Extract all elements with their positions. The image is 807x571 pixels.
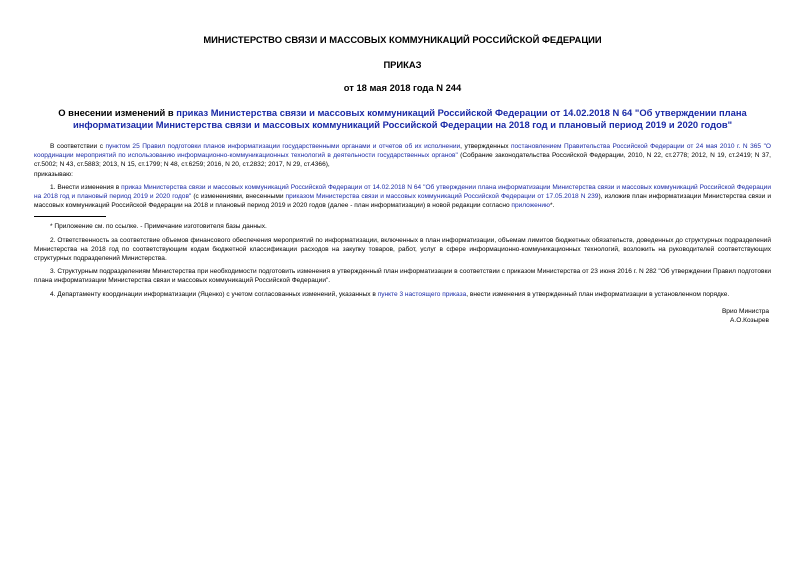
order-239-link[interactable]: приказом Министерства связи и массовых коммуникаций Российской Федерации от 17.05.2018 N 239 (285, 193, 599, 201)
item-1-text-1: 1. Внести изменения в (50, 183, 122, 191)
order-64-link[interactable]: приказ Министерства связи и массовых коммуникаций Российской Федерации от 14.02.2018 N 64 "Об утверждении плана информатизации Министерства связи и массовых коммуникаций Российской Федерации на 2018 год и плановый период 2019 и 2020 годов" (34, 183, 771, 201)
item-3-reference-link[interactable]: пункте 3 настоящего приказа (377, 290, 467, 298)
ministry-heading: МИНИСТЕРСТВО СВЯЗИ И МАССОВЫХ КОММУНИКАЦИЙ РОССИЙСКОЙ ФЕДЕРАЦИИ (203, 34, 602, 45)
date-number-heading: от 18 мая 2018 года N 244 (343, 82, 462, 93)
title-prefix: О внесении изменений в (58, 107, 177, 118)
rules-item-25-link[interactable]: пунктом 25 Правил подготовки планов информатизации государственными органами и отчетов об их исполнении (105, 143, 461, 150)
signatory-name: А.О.Козырев (730, 317, 769, 325)
item-1-text-3: ), изложив план информатизации Министерства связи и массовых коммуникаций Российской Федерации на 2018 и плановый период 2019 и 2020 годов (далее - план информатизации) в новой редакции согласно (34, 193, 772, 210)
footnote: * Приложение см. по ссылке. - Примечание изготовителя базы данных. (50, 223, 267, 231)
signature-block (34, 307, 771, 326)
title-order-link[interactable]: приказ Министерства связи и массовых коммуникаций Российской Федерации от 14.02.2018 N 64 "Об утверждении плана информатизации Министерства связи и массовых коммуникаций Российской Федерации на 2018 год и плановый период 2019 и 2020 годов" (72, 107, 747, 130)
document-title (34, 107, 771, 130)
item-2-paragraph: 2. Ответственность за соответствие объемов финансового обеспечения мероприятий по информатизации, включенных в план информатизации, объемам лимитов бюджетных обязательств, доведенных до структурных подразделений Министерства на 2018 год по соответствующим кодам бюджетной классификации расходов на закупку товаров, работ, услуг в сфере информационно-коммуникационных технологий, возложить на руководителей соответствующих структурных подразделений Министерства. (34, 236, 771, 263)
document-body (34, 142, 771, 299)
preamble-paragraph (34, 142, 771, 170)
item-4-text-1: 4. Департаменту координации информатизации (Яценко) с учетом согласованных изменений, указанных в (50, 290, 378, 298)
footnote-divider (34, 216, 106, 217)
ordered-label: приказываю: (34, 170, 73, 178)
item-1-paragraph (34, 183, 771, 211)
document-type-heading: ПРИКАЗ (383, 59, 422, 70)
item-3-paragraph: 3. Структурным подразделениям Министерства при необходимости подготовить изменения в утвержденный план информатизации в соответствии с приказом Министерства от 23 июня 2016 г. N 282 "Об утверждении Правил подготовки плана информатизации Министерства связи и массовых коммуникаций Российской Федерации". (34, 268, 771, 285)
item-4-paragraph (34, 290, 771, 299)
appendix-link[interactable]: приложению (511, 202, 550, 210)
preamble-text-3: (Собрание законодательства Российской Федерации, 2010, N 22, ст.2778; 2012, N 19, ст.2419; N 37, ст.5002; N 43, ст.5883; 2013, N 15, ст.1799; N 48, ст.6259; 2016, N 20, ст.2832; 2017, N 29, ст.4366), (34, 152, 771, 169)
preamble-text-2: , утвержденных (460, 143, 511, 150)
government-resolution-link[interactable]: постановлением Правительства Российской Федерации от 24 мая 2010 г. N 365 "О координации мероприятий по использованию информационно-коммуникационных технологий в деятельности государственных органов" (34, 143, 772, 160)
item-4-text-2: , внести изменения в утвержденный план информатизации в установленном порядке. (466, 290, 730, 298)
item-1-text-2: (с изменениями, внесенными (191, 193, 286, 201)
item-1-text-4: *. (549, 202, 555, 210)
signatory-position: Врио Министра (721, 307, 769, 315)
preamble-text-1: В соответствии с (50, 143, 106, 150)
